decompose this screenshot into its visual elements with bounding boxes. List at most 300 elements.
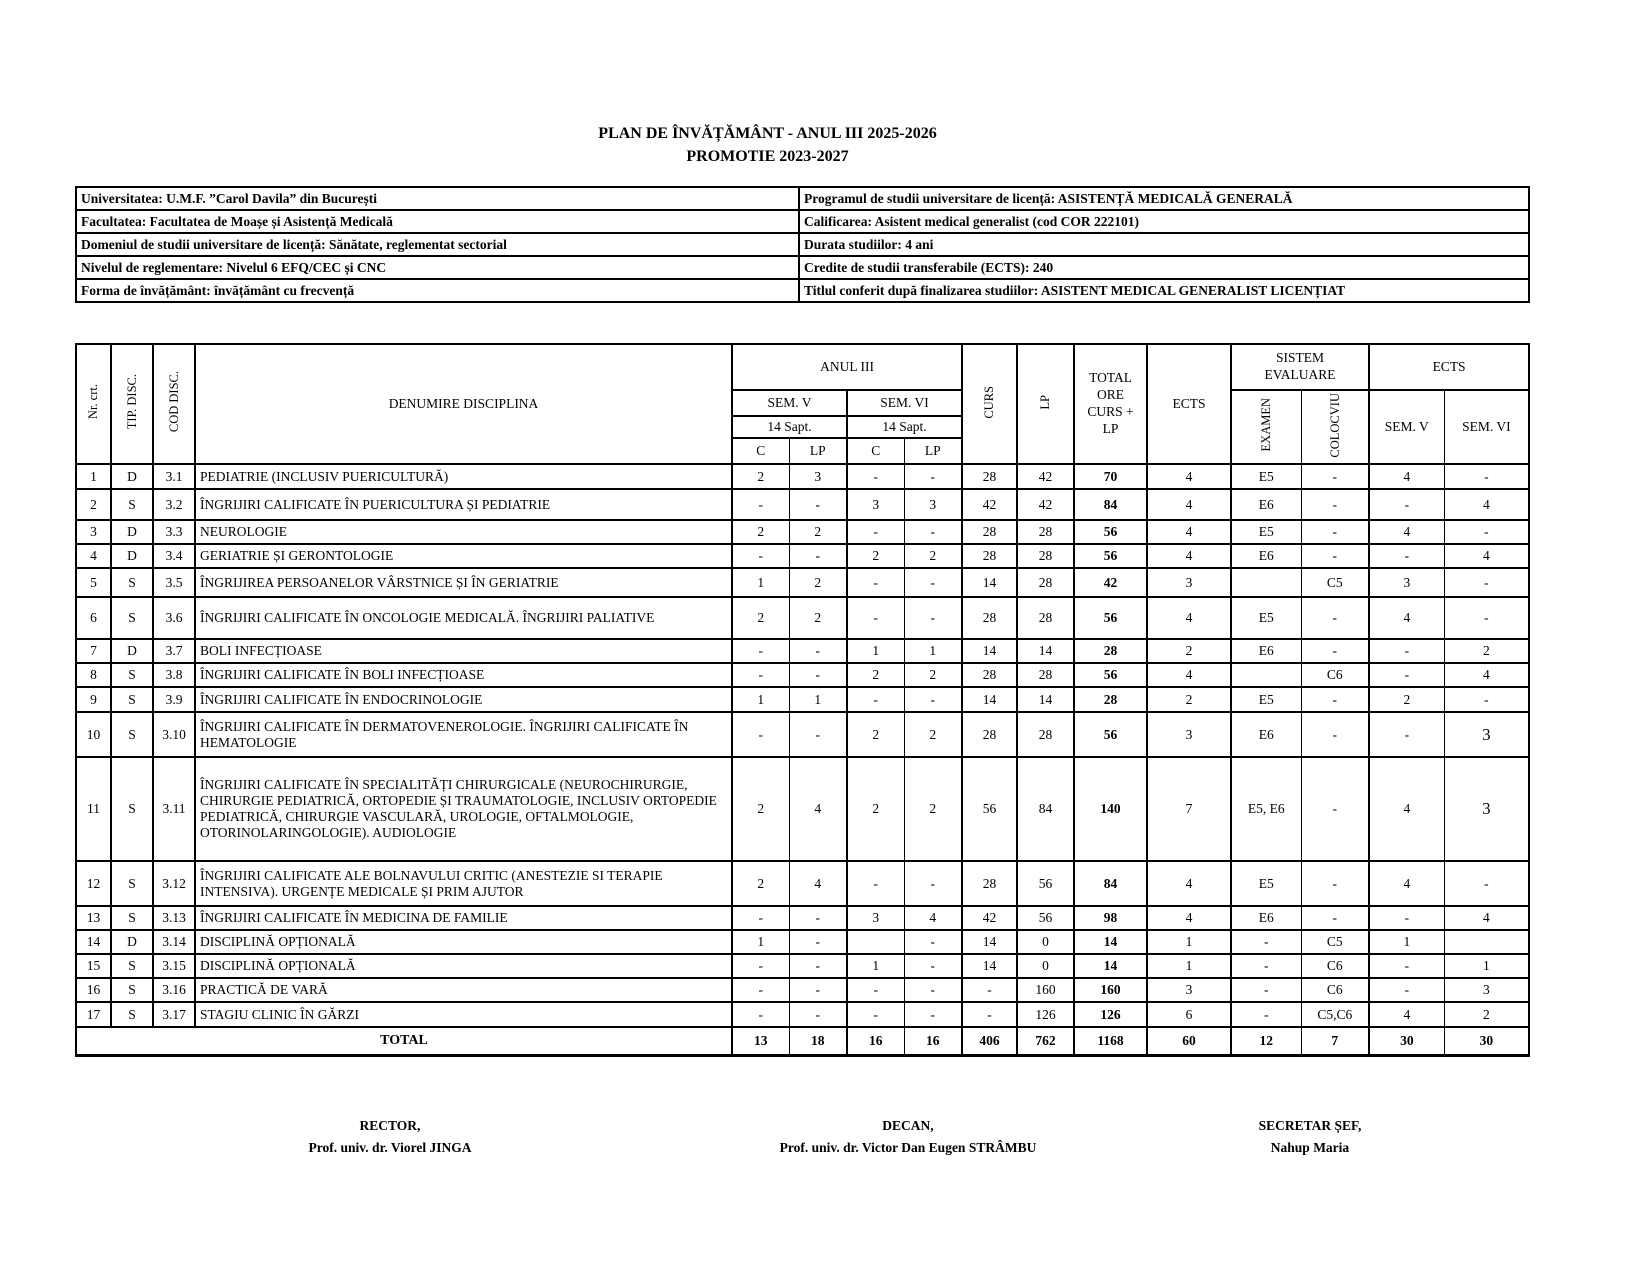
cell-ects-sem6: 1: [1444, 954, 1529, 978]
cell-sem6-c: -: [847, 687, 904, 712]
cell-ects-sem6: 4: [1444, 663, 1529, 687]
cell-curs: 28: [962, 464, 1017, 489]
cell-denumire: ÎNGRIJIRI CALIFICATE ÎN PUERICULTURA ȘI PEDIATRIE: [195, 489, 732, 520]
cell-denumire: DISCIPLINĂ OPȚIONALĂ: [195, 954, 732, 978]
cell-ects: 1: [1147, 954, 1231, 978]
cell-sem5-lp: 2: [789, 597, 847, 639]
cell-cod-disc: 3.8: [153, 663, 195, 687]
cell-denumire: ÎNGRIJIRI CALIFICATE ÎN BOLI INFECȚIOASE: [195, 663, 732, 687]
cell-sem5-c: 2: [732, 861, 789, 906]
cell-sem5-lp: -: [789, 1002, 847, 1027]
cell-total-ore: 14: [1074, 954, 1147, 978]
cell-sem6-c: 2: [847, 712, 904, 757]
cell-ects-sem5: 4: [1369, 861, 1444, 906]
cell-sem5-c: -: [732, 906, 789, 930]
table-row: [76, 861, 1529, 906]
cell-ects-sem5: 3: [1369, 568, 1444, 597]
cell-tip-disc: S: [111, 757, 153, 861]
col-header-cod-disc: COD DISC.: [153, 344, 195, 464]
cell-ects: 4: [1147, 663, 1231, 687]
cell-ects: 4: [1147, 861, 1231, 906]
cell-ects-sem6: -: [1444, 861, 1529, 906]
cell-lp: 84: [1017, 757, 1074, 861]
cell-ects-sem6: 4: [1444, 544, 1529, 568]
total-row: [76, 1027, 1529, 1055]
cell-sem5-c: 1: [732, 687, 789, 712]
total-ects: 60: [1147, 1027, 1231, 1055]
table-row: [76, 930, 1529, 954]
signature-name: Prof. univ. dr. Viorel JINGA: [308, 1140, 472, 1155]
cell-curs: 14: [962, 639, 1017, 663]
cell-tip-disc: S: [111, 663, 153, 687]
total-sem6-c: 16: [847, 1027, 904, 1055]
cell-sem5-c: -: [732, 954, 789, 978]
cell-nr: 16: [76, 978, 111, 1002]
cell-total-ore: 98: [1074, 906, 1147, 930]
cell-ects-sem5: -: [1369, 978, 1444, 1002]
cell-sem5-c: -: [732, 1002, 789, 1027]
col-header-denumire: DENUMIRE DISCIPLINA: [195, 344, 732, 464]
cell-lp: 42: [1017, 464, 1074, 489]
cell-sem5-lp: -: [789, 930, 847, 954]
cell-ects-sem6: 2: [1444, 639, 1529, 663]
total-colocviu: 7: [1301, 1027, 1369, 1055]
curriculum-table: [75, 343, 1530, 1057]
cell-examen: -: [1231, 978, 1301, 1002]
cell-sem5-lp: -: [789, 954, 847, 978]
cell-nr: 11: [76, 757, 111, 861]
cell-total-ore: 84: [1074, 861, 1147, 906]
cell-sem6-lp: 2: [904, 757, 962, 861]
cell-colocviu: C6: [1301, 663, 1369, 687]
cell-ects: 1: [1147, 930, 1231, 954]
cell-tip-disc: S: [111, 568, 153, 597]
cell-ects-sem5: -: [1369, 544, 1444, 568]
cell-ects: 4: [1147, 464, 1231, 489]
col-header-tip-disc: TIP. DISC.: [111, 344, 153, 464]
cell-ects-sem5: 4: [1369, 464, 1444, 489]
cell-sem6-lp: -: [904, 861, 962, 906]
cell-sem6-lp: 2: [904, 712, 962, 757]
cell-sem6-lp: -: [904, 1002, 962, 1027]
cell-lp: 160: [1017, 978, 1074, 1002]
cell-ects-sem6: [1444, 930, 1529, 954]
signature-role: SECRETAR ȘEF,: [1258, 1118, 1362, 1133]
cell-tip-disc: S: [111, 687, 153, 712]
cell-nr: 17: [76, 1002, 111, 1027]
cell-sem6-lp: -: [904, 687, 962, 712]
info-row: [76, 279, 1529, 302]
cell-sem6-c: -: [847, 520, 904, 544]
cell-colocviu: -: [1301, 544, 1369, 568]
cell-sem5-lp: -: [789, 712, 847, 757]
info-row: [76, 210, 1529, 233]
cell-lp: 42: [1017, 489, 1074, 520]
col-header-ects-sem-vi: SEM. VI: [1444, 390, 1529, 464]
cell-cod-disc: 3.15: [153, 954, 195, 978]
cell-total-ore: 84: [1074, 489, 1147, 520]
total-ore: 1168: [1074, 1027, 1147, 1055]
cell-sem6-lp: 1: [904, 639, 962, 663]
col-header-sem6-c: C: [847, 438, 904, 464]
cell-ects-sem5: 4: [1369, 520, 1444, 544]
cell-ects: 4: [1147, 489, 1231, 520]
signature-name: Nahup Maria: [1270, 1140, 1350, 1155]
signature-role: RECTOR,: [359, 1118, 421, 1133]
cell-sem6-lp: -: [904, 568, 962, 597]
cell-ects: 4: [1147, 520, 1231, 544]
info-nivelul: Nivelul de reglementare: Nivelul 6 EFQ/CEC și CNC: [76, 256, 799, 279]
cell-tip-disc: S: [111, 597, 153, 639]
table-row: [76, 489, 1529, 520]
cell-nr: 1: [76, 464, 111, 489]
cell-denumire: PEDIATRIE (INCLUSIV PUERICULTURĂ): [195, 464, 732, 489]
cell-lp: 0: [1017, 930, 1074, 954]
cell-total-ore: 28: [1074, 687, 1147, 712]
document-title: [75, 122, 1460, 168]
cell-colocviu: C5: [1301, 568, 1369, 597]
cell-curs: 56: [962, 757, 1017, 861]
cell-lp: 56: [1017, 861, 1074, 906]
cell-sem5-lp: -: [789, 906, 847, 930]
info-row: [76, 187, 1529, 210]
cell-sem5-c: 1: [732, 568, 789, 597]
cell-tip-disc: D: [111, 464, 153, 489]
cell-sem5-c: -: [732, 489, 789, 520]
cell-nr: 13: [76, 906, 111, 930]
cell-sem6-lp: -: [904, 597, 962, 639]
cell-sem5-c: 2: [732, 757, 789, 861]
cell-sem5-c: -: [732, 978, 789, 1002]
cell-sem5-lp: -: [789, 489, 847, 520]
title-line-1: PLAN DE ÎNVĂȚĂMÂNT - ANUL III 2025-2026: [598, 125, 937, 142]
cell-nr: 6: [76, 597, 111, 639]
cell-sem6-lp: 2: [904, 544, 962, 568]
cell-ects-sem5: 4: [1369, 1002, 1444, 1027]
col-header-sem5-lp: LP: [789, 438, 847, 464]
cell-total-ore: 56: [1074, 663, 1147, 687]
cell-sem6-c: 3: [847, 906, 904, 930]
cell-ects-sem5: -: [1369, 489, 1444, 520]
cell-cod-disc: 3.1: [153, 464, 195, 489]
cell-denumire: NEUROLOGIE: [195, 520, 732, 544]
signature-role: DECAN,: [882, 1118, 934, 1133]
cell-cod-disc: 3.7: [153, 639, 195, 663]
title-line-2: PROMOTIE 2023-2027: [686, 148, 849, 165]
col-header-curs: CURS: [962, 344, 1017, 464]
disciplines-body: [76, 464, 1529, 1027]
cell-ects: 7: [1147, 757, 1231, 861]
cell-ects-sem6: -: [1444, 520, 1529, 544]
cell-nr: 9: [76, 687, 111, 712]
cell-sem6-c: -: [847, 978, 904, 1002]
cell-cod-disc: 3.2: [153, 489, 195, 520]
cell-nr: 12: [76, 861, 111, 906]
info-titlul: Titlul conferit după finalizarea studiilor: ASISTENT MEDICAL GENERALIST LICENȚIAT: [799, 279, 1529, 302]
cell-sem5-lp: 4: [789, 861, 847, 906]
total-lp: 762: [1017, 1027, 1074, 1055]
cell-ects: 4: [1147, 597, 1231, 639]
cell-examen: E6: [1231, 639, 1301, 663]
cell-ects-sem6: 3: [1444, 978, 1529, 1002]
cell-curs: 42: [962, 489, 1017, 520]
info-universitatea: Universitatea: U.M.F. ”Carol Davila” din București: [76, 187, 799, 210]
cell-sem6-c: 1: [847, 639, 904, 663]
cell-nr: 2: [76, 489, 111, 520]
cell-sem5-c: -: [732, 712, 789, 757]
info-forma: Forma de învățământ: învățământ cu frecvență: [76, 279, 799, 302]
cell-ects-sem6: 4: [1444, 489, 1529, 520]
cell-sem5-c: 2: [732, 464, 789, 489]
cell-lp: 28: [1017, 663, 1074, 687]
table-row: [76, 663, 1529, 687]
cell-lp: 126: [1017, 1002, 1074, 1027]
cell-colocviu: -: [1301, 520, 1369, 544]
total-ects-sem6: 30: [1444, 1027, 1529, 1055]
cell-ects-sem5: -: [1369, 663, 1444, 687]
cell-sem6-lp: 3: [904, 489, 962, 520]
cell-sem5-c: -: [732, 639, 789, 663]
cell-ects: 4: [1147, 906, 1231, 930]
cell-denumire: ÎNGRIJIRI CALIFICATE ÎN ONCOLOGIE MEDICALĂ. ÎNGRIJIRI PALIATIVE: [195, 597, 732, 639]
col-header-sem5-c: C: [732, 438, 789, 464]
cell-examen: [1231, 568, 1301, 597]
cell-sem5-lp: -: [789, 639, 847, 663]
cell-examen: [1231, 663, 1301, 687]
cell-ects-sem5: 4: [1369, 757, 1444, 861]
cell-sem6-lp: 2: [904, 663, 962, 687]
cell-cod-disc: 3.13: [153, 906, 195, 930]
cell-curs: 14: [962, 930, 1017, 954]
col-header-sem6-lp: LP: [904, 438, 962, 464]
cell-colocviu: C5,C6: [1301, 1002, 1369, 1027]
cell-cod-disc: 3.5: [153, 568, 195, 597]
cell-ects-sem6: -: [1444, 568, 1529, 597]
cell-sem6-lp: 4: [904, 906, 962, 930]
cell-tip-disc: D: [111, 520, 153, 544]
cell-sem6-lp: -: [904, 930, 962, 954]
cell-colocviu: -: [1301, 906, 1369, 930]
cell-sem6-c: [847, 930, 904, 954]
cell-tip-disc: S: [111, 1002, 153, 1027]
col-header-sapt-vi: 14 Sapt.: [847, 416, 962, 438]
cell-examen: -: [1231, 954, 1301, 978]
cell-sem6-c: -: [847, 1002, 904, 1027]
cell-sem5-lp: 2: [789, 520, 847, 544]
cell-ects: 2: [1147, 687, 1231, 712]
signature-decan: [728, 1118, 1088, 1156]
cell-cod-disc: 3.4: [153, 544, 195, 568]
cell-lp: 28: [1017, 597, 1074, 639]
cell-denumire: STAGIU CLINIC ÎN GĂRZI: [195, 1002, 732, 1027]
cell-denumire: GERIATRIE ȘI GERONTOLOGIE: [195, 544, 732, 568]
info-row: [76, 256, 1529, 279]
total-examen: 12: [1231, 1027, 1301, 1055]
table-row: [76, 597, 1529, 639]
table-row: [76, 520, 1529, 544]
cell-total-ore: 126: [1074, 1002, 1147, 1027]
cell-sem6-lp: -: [904, 520, 962, 544]
cell-curs: 28: [962, 663, 1017, 687]
cell-colocviu: C6: [1301, 978, 1369, 1002]
cell-examen: E6: [1231, 712, 1301, 757]
cell-curs: 14: [962, 568, 1017, 597]
total-ects-sem5: 30: [1369, 1027, 1444, 1055]
table-row: [76, 639, 1529, 663]
cell-sem5-lp: -: [789, 663, 847, 687]
cell-ects: 4: [1147, 544, 1231, 568]
cell-tip-disc: S: [111, 861, 153, 906]
cell-sem5-lp: 1: [789, 687, 847, 712]
cell-total-ore: 70: [1074, 464, 1147, 489]
col-header-total-ore: TOTAL ORE CURS + LP: [1074, 344, 1147, 464]
cell-tip-disc: S: [111, 978, 153, 1002]
total-sem5-c: 13: [732, 1027, 789, 1055]
cell-lp: 28: [1017, 544, 1074, 568]
cell-sem5-c: -: [732, 544, 789, 568]
cell-examen: E5: [1231, 687, 1301, 712]
cell-total-ore: 28: [1074, 639, 1147, 663]
cell-examen: E5: [1231, 597, 1301, 639]
cell-ects-sem6: -: [1444, 464, 1529, 489]
total-sem6-lp: 16: [904, 1027, 962, 1055]
cell-colocviu: C6: [1301, 954, 1369, 978]
cell-sem6-lp: -: [904, 954, 962, 978]
cell-sem5-lp: -: [789, 544, 847, 568]
cell-cod-disc: 3.14: [153, 930, 195, 954]
cell-curs: 28: [962, 520, 1017, 544]
col-header-ects-group: ECTS: [1369, 344, 1529, 390]
header-row-groups: [76, 344, 1529, 390]
cell-denumire: ÎNGRIJIRI CALIFICATE ÎN SPECIALITĂȚI CHIRURGICALE (NEUROCHIRURGIE, CHIRURGIE PEDIATRICĂ, ORTOPEDIE ȘI TRAUMATOLOGIE, INCLUSIV ORTOPEDIE PEDIATRICĂ, CHIRURGIE VASCULARĂ, UROLOGIE, OFTALMOLOGIE, OTORINOLARINGOLOGIE). AUDIOLOGIE: [195, 757, 732, 861]
cell-nr: 4: [76, 544, 111, 568]
info-calificarea: Calificarea: Asistent medical generalist (cod COR 222101): [799, 210, 1529, 233]
signature-rector: [210, 1118, 570, 1156]
cell-ects-sem5: 2: [1369, 687, 1444, 712]
col-header-ects: ECTS: [1147, 344, 1231, 464]
cell-colocviu: -: [1301, 712, 1369, 757]
cell-sem5-c: -: [732, 663, 789, 687]
cell-lp: 56: [1017, 906, 1074, 930]
cell-ects: 3: [1147, 568, 1231, 597]
cell-sem5-lp: 2: [789, 568, 847, 597]
cell-sem6-c: 2: [847, 663, 904, 687]
cell-examen: -: [1231, 1002, 1301, 1027]
cell-sem6-c: -: [847, 464, 904, 489]
cell-ects-sem6: -: [1444, 597, 1529, 639]
cell-denumire: ÎNGRIJIRI CALIFICATE ÎN DERMATOVENEROLOGIE. ÎNGRIJIRI CALIFICATE ÎN HEMATOLOGIE: [195, 712, 732, 757]
cell-ects-sem5: -: [1369, 906, 1444, 930]
cell-cod-disc: 3.6: [153, 597, 195, 639]
table-row: [76, 757, 1529, 861]
cell-denumire: BOLI INFECȚIOASE: [195, 639, 732, 663]
cell-curs: -: [962, 978, 1017, 1002]
cell-total-ore: 42: [1074, 568, 1147, 597]
cell-tip-disc: D: [111, 639, 153, 663]
total-sem5-lp: 18: [789, 1027, 847, 1055]
cell-curs: 28: [962, 597, 1017, 639]
cell-ects-sem6: 3: [1444, 712, 1529, 757]
cell-denumire: ÎNGRIJIREA PERSOANELOR VÂRSTNICE ȘI ÎN GERIATRIE: [195, 568, 732, 597]
total-label: TOTAL: [76, 1027, 732, 1055]
col-header-sem-v: SEM. V: [732, 390, 847, 416]
cell-lp: 28: [1017, 520, 1074, 544]
cell-total-ore: 56: [1074, 544, 1147, 568]
cell-examen: E6: [1231, 906, 1301, 930]
cell-tip-disc: S: [111, 906, 153, 930]
cell-lp: 28: [1017, 568, 1074, 597]
cell-curs: 28: [962, 544, 1017, 568]
cell-cod-disc: 3.16: [153, 978, 195, 1002]
cell-tip-disc: S: [111, 712, 153, 757]
cell-tip-disc: S: [111, 954, 153, 978]
info-durata: Durata studiilor: 4 ani: [799, 233, 1529, 256]
cell-colocviu: -: [1301, 597, 1369, 639]
table-row: [76, 954, 1529, 978]
cell-curs: -: [962, 1002, 1017, 1027]
cell-sem5-c: 2: [732, 597, 789, 639]
cell-cod-disc: 3.17: [153, 1002, 195, 1027]
info-header-table: [75, 186, 1530, 303]
col-header-sistem-evaluare: SISTEM EVALUARE: [1231, 344, 1369, 390]
cell-ects-sem6: 2: [1444, 1002, 1529, 1027]
cell-examen: -: [1231, 930, 1301, 954]
cell-cod-disc: 3.10: [153, 712, 195, 757]
info-credite: Credite de studii transferabile (ECTS): 240: [799, 256, 1529, 279]
col-header-nr-crt: Nr. crt.: [76, 344, 111, 464]
cell-sem6-c: 2: [847, 544, 904, 568]
cell-colocviu: -: [1301, 489, 1369, 520]
cell-nr: 15: [76, 954, 111, 978]
info-domeniul: Domeniul de studii universitare de licență: Sănătate, reglementat sectorial: [76, 233, 799, 256]
cell-total-ore: 56: [1074, 597, 1147, 639]
cell-cod-disc: 3.9: [153, 687, 195, 712]
cell-sem6-c: -: [847, 861, 904, 906]
cell-lp: 14: [1017, 639, 1074, 663]
cell-ects: 6: [1147, 1002, 1231, 1027]
signature-secretar-sef: [1130, 1118, 1490, 1156]
table-row: [76, 712, 1529, 757]
cell-tip-disc: D: [111, 544, 153, 568]
col-header-ects-sem-v: SEM. V: [1369, 390, 1444, 464]
cell-curs: 14: [962, 954, 1017, 978]
cell-sem5-lp: 3: [789, 464, 847, 489]
col-header-anul-iii: ANUL III: [732, 344, 962, 390]
cell-nr: 8: [76, 663, 111, 687]
cell-denumire: PRACTICĂ DE VARĂ: [195, 978, 732, 1002]
col-header-sapt-v: 14 Sapt.: [732, 416, 847, 438]
table-row: [76, 1002, 1529, 1027]
cell-sem6-c: 3: [847, 489, 904, 520]
cell-examen: E5: [1231, 520, 1301, 544]
cell-total-ore: 140: [1074, 757, 1147, 861]
cell-sem5-lp: -: [789, 978, 847, 1002]
cell-ects: 3: [1147, 978, 1231, 1002]
cell-sem5-lp: 4: [789, 757, 847, 861]
table-row: [76, 687, 1529, 712]
cell-ects-sem5: -: [1369, 712, 1444, 757]
cell-ects-sem5: -: [1369, 954, 1444, 978]
cell-total-ore: 160: [1074, 978, 1147, 1002]
cell-colocviu: -: [1301, 687, 1369, 712]
total-curs: 406: [962, 1027, 1017, 1055]
cell-ects-sem6: -: [1444, 687, 1529, 712]
cell-nr: 10: [76, 712, 111, 757]
cell-sem6-lp: -: [904, 464, 962, 489]
cell-ects: 2: [1147, 639, 1231, 663]
table-row: [76, 906, 1529, 930]
cell-lp: 14: [1017, 687, 1074, 712]
